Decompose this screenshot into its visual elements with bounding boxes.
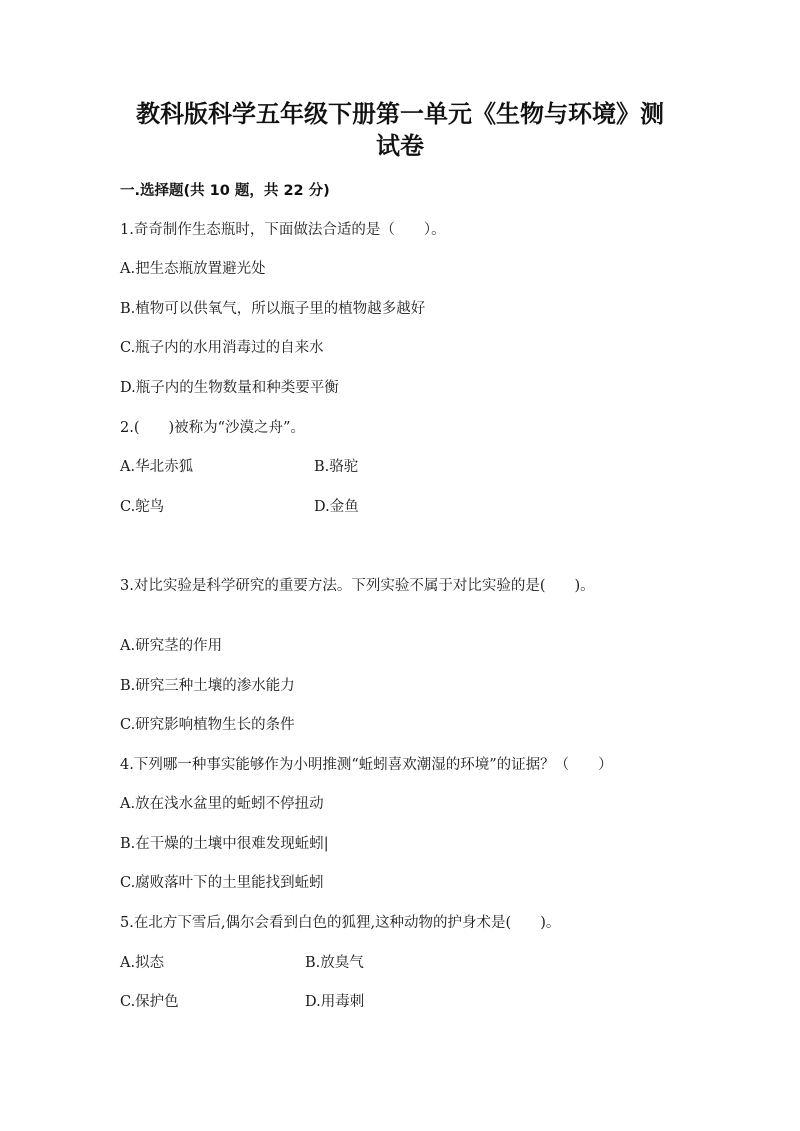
question-3-stem: 3.对比实验是科学研究的重要方法。下列实验不属于对比实验的是( )。 <box>120 578 595 594</box>
section-heading: 一.选择题(共 10 题，共 22 分) <box>120 183 330 199</box>
question-2-option-a: A.华北赤狐 <box>120 459 194 475</box>
question-4-stem: 4.下列哪一种事实能够作为小明推测“蚯蚓喜欢潮湿的环境”的证据？（ ） <box>120 757 613 773</box>
question-2-option-c: C.鸵鸟 <box>120 499 165 515</box>
question-2-option-b: B.骆驼 <box>314 459 359 475</box>
question-5-option-b: B.放臭气 <box>305 955 364 971</box>
question-1-option-c: C.瓶子内的水用消毒过的自来水 <box>120 340 324 356</box>
question-2-stem: 2.( )被称为“沙漠之舟”。 <box>120 420 305 436</box>
page-title-line-1: 教科版科学五年级下册第一单元《生物与环境》测 <box>136 100 664 128</box>
question-5-option-c: C.保护色 <box>120 994 179 1010</box>
question-5-option-a: A.拟态 <box>120 955 165 971</box>
question-4-option-c: C.腐败落叶下的土里能找到蚯蚓 <box>120 875 324 891</box>
question-1-stem: 1.奇奇制作生态瓶时，下面做法合适的是（ ）。 <box>120 222 446 238</box>
question-5-option-d: D.用毒刺 <box>305 994 365 1010</box>
question-3-option-b: B.研究三种土壤的渗水能力 <box>120 678 295 694</box>
question-3-option-c: C.研究影响植物生长的条件 <box>120 717 295 733</box>
question-2-option-d: D.金鱼 <box>314 499 359 515</box>
question-1-option-d: D.瓶子内的生物数量和种类要平衡 <box>120 380 339 396</box>
question-1-option-a: A.把生态瓶放置避光处 <box>120 261 266 277</box>
question-3-option-a: A.研究茎的作用 <box>120 638 223 654</box>
question-5-stem: 5.在北方下雪后,偶尔会看到白色的狐狸,这种动物的护身术是( )。 <box>120 915 561 931</box>
page-title-line-2: 试卷 <box>376 132 424 160</box>
question-4-option-a: A.放在浅水盆里的蚯蚓不停扭动 <box>120 796 324 812</box>
question-1-option-b: B.植物可以供氧气，所以瓶子里的植物越多越好 <box>120 301 426 317</box>
question-4-option-b: B.在干燥的土壤中很难发现蚯蚓| <box>120 836 329 852</box>
